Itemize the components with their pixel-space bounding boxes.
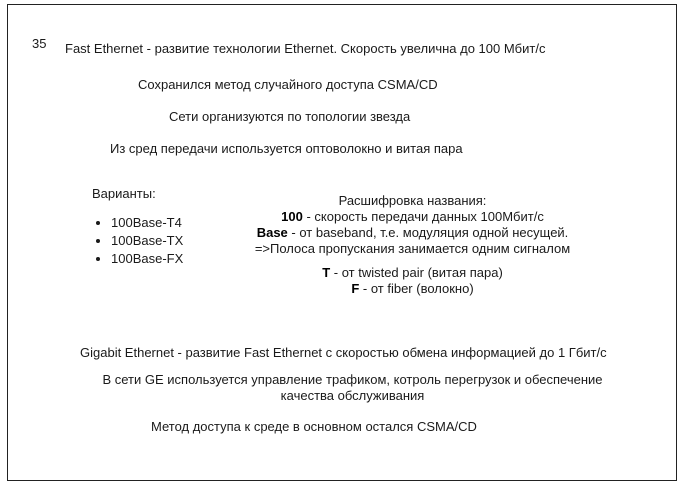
decode-t-text: - от twisted pair (витая пара) <box>330 265 503 280</box>
decode-f-line <box>240 281 585 297</box>
variants-list <box>92 214 183 268</box>
csma-line: Сохранился метод случайного доступа CSMA/CD <box>138 77 438 92</box>
decode-heading: Расшифровка названия: <box>338 193 487 208</box>
variant-item: • 100Base-T4 <box>111 214 183 232</box>
gigabit-title: Gigabit Ethernet - развитие Fast Ethernet с скоростью обмена информацией до 1 Гбит/с <box>80 345 607 360</box>
ge-traffic-line-2: качества обслуживания <box>280 388 425 403</box>
ge-traffic-line-1: В сети GE используется управление трафиком, котроль перегрузок и обеспечение <box>102 372 603 387</box>
fast-ethernet-title: Fast Ethernet - развитие технологии Ethernet. Скорость увелична до 100 Мбит/с <box>65 41 546 56</box>
decode-speed-text: - скорость передачи данных 100Мбит/с <box>302 209 544 224</box>
decode-speed-key: 100 <box>281 209 303 224</box>
media-line: Из сред передачи используется оптоволокно и витая пара <box>110 141 463 156</box>
topology-line: Сети организуются по топологии звезда <box>169 109 411 124</box>
variant-item: • 100Base-FX <box>111 250 183 268</box>
decode-t-line <box>240 265 585 281</box>
decode-band-line: =>Полоса пропускания занимается одним сигналом <box>254 241 571 256</box>
decode-f-key: F <box>351 281 360 296</box>
decode-base-text: - от baseband, т.е. модуляция одной несущей. <box>287 225 569 240</box>
decode-t-key: T <box>322 265 331 280</box>
ge-access-line: Метод доступа к среде в основном остался CSMA/CD <box>151 419 477 434</box>
slide-number: 35 <box>32 36 47 51</box>
variants-heading: Варианты: <box>92 186 156 201</box>
decode-base-key: Base <box>256 225 288 240</box>
decode-f-text: - от fiber (волокно) <box>359 281 474 296</box>
decode-speed-line <box>240 209 585 225</box>
decode-base-line <box>240 225 585 241</box>
variant-item: • 100Base-TX <box>111 232 183 250</box>
name-decoding-block <box>240 193 585 297</box>
